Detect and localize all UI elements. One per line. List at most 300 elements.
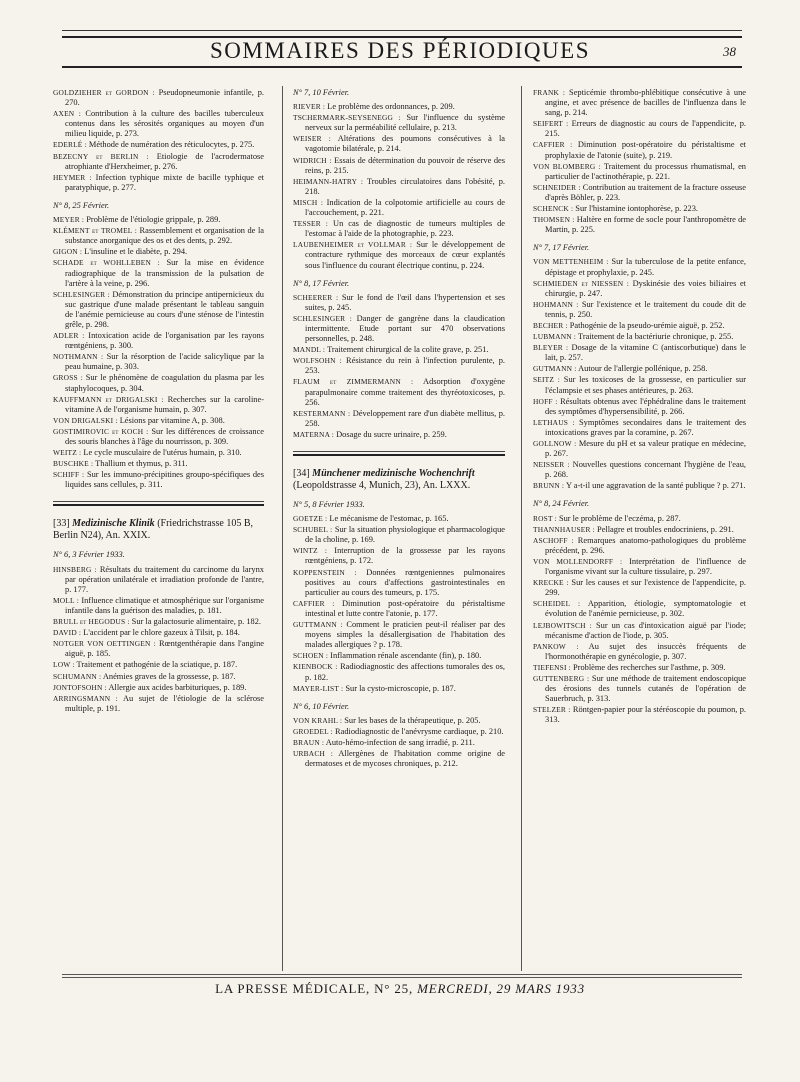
- entry-title: Erreurs de diagnostic au cours de l'appendicite, p. 215.: [545, 119, 746, 139]
- entry-author: HINSBERG :: [53, 564, 97, 574]
- entry-author: ROST :: [533, 513, 557, 523]
- entry-author: GUTTENBERG :: [533, 673, 590, 683]
- entry-author: THOMSEN :: [533, 215, 575, 225]
- abstract-entry: [533, 525, 746, 535]
- abstract-entry: [533, 364, 746, 374]
- abstract-entry: [533, 663, 746, 673]
- abstract-entry: [53, 628, 264, 638]
- entry-title: Interruption de la grossesse par les rayons rœntgéniens, p. 172.: [305, 546, 505, 566]
- entry-author: VON DRIGALSKI :: [53, 415, 118, 425]
- entry-title: Radiodiagnostic des affections tumorales des os, p. 182.: [305, 662, 505, 682]
- entry-title: Diminution post-opératoire du péristaltisme et prophylaxie de l'atonie (suite), p. 219.: [545, 140, 747, 160]
- entry-author: TESSER :: [293, 219, 329, 229]
- entry-title: Résultats du traitement du carcinome du larynx par opération unilatérale et irradiation profonde de l'antre, p. 177.: [65, 564, 264, 594]
- entry-title: Pellagre et troubles endocriniens, p. 291.: [594, 524, 734, 534]
- entry-title: Intoxication acide de l'organisation par les rayons rœntgéniens, p. 300.: [65, 331, 265, 351]
- abstract-entry: [53, 683, 264, 693]
- abstract-entry: [53, 617, 264, 627]
- entry-author: SCHEIDEL :: [533, 599, 581, 609]
- section-rule: [293, 451, 505, 452]
- entry-author: MANDL :: [293, 345, 326, 355]
- abstract-entry: [53, 88, 264, 108]
- entry-author: SCHMIEDEN et NIESSEN :: [533, 278, 630, 288]
- entry-author: NOTGER VON OETTINGEN :: [53, 639, 156, 649]
- abstract-entry: [293, 377, 505, 407]
- entry-title: Remarques anatomo-pathologiques du problème précédent, p. 296.: [545, 535, 746, 555]
- entry-title: Méthode de numération des réticulocytes, p. 275.: [86, 140, 255, 150]
- issue-heading: N° 5, 8 Février 1933.: [293, 500, 365, 509]
- abstract-entry: [53, 258, 264, 288]
- entry-title: Sur les causes et sur l'existence de l'appendicite, p. 299.: [545, 578, 746, 598]
- entry-title: Recherches sur la caroline-vitamine A de l'organisme humain, p. 307.: [65, 394, 264, 414]
- entry-author: VON BLOMBERG :: [533, 161, 601, 171]
- page-number: 38: [723, 44, 736, 59]
- abstract-entry: [293, 356, 505, 376]
- entry-title: Anémies graves de la grossesse, p. 187.: [101, 671, 236, 681]
- entry-author: FLAUM et ZIMMERMANN :: [293, 377, 414, 387]
- abstract-entry: [533, 674, 746, 704]
- issue-heading: N° 7, 10 Février.: [293, 88, 350, 97]
- entry-title: Radiodiagnostic de l'anévrysme cardiaque, p. 210.: [332, 726, 504, 736]
- column-1: [53, 88, 264, 715]
- entries-c1-b: [53, 215, 264, 490]
- entry-author: NOTHMANN :: [53, 352, 104, 362]
- entry-title: Sur le fond de l'œil dans l'hypertension et ses suites, p. 245.: [305, 292, 506, 312]
- entry-author: SCHEERER :: [293, 292, 339, 302]
- entry-author: EDERLÉ :: [53, 140, 87, 150]
- entry-title: Röntgen-papier pour la stéréoscopie du poumon, p. 313.: [545, 705, 746, 725]
- abstract-entry: [53, 672, 264, 682]
- abstract-entry: [293, 314, 505, 344]
- entry-author: PANKOW :: [533, 641, 579, 651]
- abstract-entry: [53, 639, 264, 659]
- abstract-entry: [533, 439, 746, 459]
- journal-details: (Leopoldstrasse 4, Munich, 23), An. LXXX.: [293, 480, 471, 491]
- entries-c2-d: [293, 716, 505, 769]
- entry-author: HOHMANN :: [533, 299, 579, 309]
- column-divider-2: [521, 86, 522, 971]
- entry-title: Auto-hémo-infection de sang irradié, p. 211.: [324, 737, 475, 747]
- entry-author: SEITZ :: [533, 375, 561, 385]
- issue-heading: N° 6, 3 Février 1933.: [53, 550, 125, 560]
- journal-number: [34]: [293, 468, 310, 479]
- entry-title: Un cas de diagnostic de tumeurs multiples de l'estomac à l'aide de la photographie, p. 223.: [305, 219, 505, 239]
- entry-author: GOLLNOW :: [533, 439, 577, 448]
- entry-author: GOSTIMIROVIC et KOCH :: [53, 426, 149, 436]
- journal-heading-33: [53, 518, 264, 542]
- abstract-entry: [533, 599, 746, 619]
- column-2: [293, 88, 505, 770]
- abstract-entry: [53, 694, 264, 714]
- abstract-entry: [533, 578, 746, 598]
- entry-author: BUSCHKE :: [53, 459, 94, 469]
- entry-title: L'insuline et le diabète, p. 294.: [82, 247, 188, 257]
- abstract-entry: [293, 219, 505, 239]
- journal-name: Münchener medizinische Wochenchrift: [312, 468, 475, 479]
- abstract-entry: [533, 460, 746, 480]
- abstract-entry: [293, 749, 505, 769]
- entry-title: Résistance du rein à l'infection purulente, p. 253.: [305, 356, 505, 376]
- entry-author: GUTTMANN :: [293, 620, 343, 630]
- issue-heading: N° 6, 10 Février.: [293, 701, 350, 711]
- entry-title: Pathogénie de la pseudo-urémie aiguë, p. 252.: [567, 320, 725, 330]
- abstract-entry: [53, 660, 264, 670]
- abstract-entry: [293, 662, 505, 682]
- abstract-entry: [533, 183, 746, 203]
- entry-author: KOPPENSTEIN :: [293, 567, 357, 577]
- entry-author: LAUBENHEIMER et VOLLMAR :: [293, 240, 413, 250]
- abstract-entry: [293, 198, 505, 218]
- entry-title: Données rœntgeniennes pulmonaires positives au cours d'affections gastrointestinales en particulier au cours des tumeurs, p. 175.: [305, 567, 506, 597]
- header-rule-bottom: [62, 66, 742, 68]
- entry-title: Problème des recherches sur l'asthme, p. 309.: [570, 662, 726, 672]
- entry-title: Sur la tuberculose de la petite enfance, dépistage et prophylaxie, p. 245.: [545, 257, 746, 277]
- header-rule-top: [62, 30, 742, 31]
- entry-author: HEYMER :: [53, 172, 92, 182]
- entry-author: CAFFIER :: [293, 598, 335, 608]
- entry-author: GIGON :: [53, 247, 83, 257]
- abstract-entry: [533, 257, 746, 277]
- entry-title: Au sujet de l'étiologie de la sclérose multiple, p. 191.: [65, 693, 264, 713]
- entry-title: Mesure du pH et sa valeur pratique en médecine, p. 267.: [545, 439, 746, 459]
- abstract-entry: [533, 140, 746, 160]
- entry-author: SCHUBEL :: [293, 525, 333, 535]
- abstract-entry: [533, 162, 746, 182]
- entry-author: KESTERMANN :: [293, 408, 351, 418]
- entry-title: Apparition, étiologie, symptomatologie et évolution de l'anémie pernicieuse, p. 302.: [545, 599, 746, 619]
- abstract-entry: [533, 418, 746, 438]
- abstract-entry: [293, 716, 505, 726]
- abstract-entry: [53, 215, 264, 225]
- issue-heading: N° 8, 24 Février.: [533, 499, 590, 509]
- footer-rule: [62, 974, 742, 975]
- entry-author: BLEYER :: [533, 343, 569, 353]
- entry-author: HEIMANN-HATRY :: [293, 176, 364, 186]
- entry-title: Sur les toxicoses de la grossesse, en particulier sur l'éclampsie et ses phases antérieures, p. 263.: [545, 375, 746, 395]
- abstract-entry: [53, 352, 264, 372]
- journal-number: [33]: [53, 518, 70, 530]
- entry-title: Sur l'existence et le traitement du coude dit de tennis, p. 250.: [545, 299, 746, 319]
- entry-author: MOLL :: [53, 595, 79, 605]
- issue-heading: N° 8, 17 Février.: [293, 278, 350, 288]
- abstract-entry: [293, 599, 505, 619]
- entry-title: Dyskinésie des voies biliaires et chirurgie, p. 247.: [545, 278, 746, 298]
- entry-title: Lésions par vitamine A, p. 308.: [117, 415, 225, 425]
- abstract-entry: [293, 430, 505, 440]
- entry-title: Sur la résorption de l'acide salicylique par la peau humaine, p. 303.: [65, 352, 265, 372]
- entry-author: SCHOEN :: [293, 651, 329, 661]
- entry-title: Essais de détermination du pouvoir de réserve des reins, p. 215.: [305, 155, 505, 175]
- abstract-entry: [53, 416, 264, 426]
- abstract-entry: [53, 448, 264, 458]
- abstract-entry: [53, 565, 264, 595]
- entry-author: LOW :: [53, 660, 75, 670]
- abstract-entry: [533, 279, 746, 299]
- entry-author: BRUNN :: [533, 481, 565, 491]
- entry-author: SCHNEIDER :: [533, 182, 581, 192]
- abstract-entry: [293, 738, 505, 748]
- entry-title: Sur l'histamine iontophorèse, p. 223.: [573, 204, 698, 214]
- entries-c3-a: [533, 88, 746, 235]
- abstract-entry: [53, 247, 264, 257]
- entry-author: JONTOFSOHN :: [53, 682, 107, 692]
- entry-title: Sur le phénomène de coagulation du plasma par les staphylocoques, p. 304.: [65, 373, 264, 393]
- entry-title: Le problème des ordonnances, p. 209.: [325, 102, 455, 112]
- entry-title: Traitement chirurgical de la colite grave, p. 251.: [325, 345, 489, 355]
- entry-author: THANNHAUSER :: [533, 524, 595, 534]
- abstract-entry: [53, 373, 264, 393]
- entry-title: Thallium et thymus, p. 311.: [93, 459, 188, 469]
- abstract-entry: [293, 525, 505, 545]
- entry-author: NEISSER :: [533, 460, 570, 470]
- abstract-entry: [53, 140, 264, 150]
- abstract-entry: [533, 481, 746, 491]
- entries-c1-a: [53, 88, 264, 193]
- entries-c2-c: [293, 514, 505, 694]
- abstract-entry: [293, 620, 505, 650]
- entry-author: SCHENCK :: [533, 204, 574, 214]
- entry-title: Sur le problème de l'eczéma, p. 287.: [556, 513, 681, 523]
- entry-title: Septicémie thrombo-phlébitique consécutive à une angine, et avec présence de bacilles de l'influenza dans le sang, p. 214.: [545, 88, 746, 118]
- entry-title: Le cycle musculaire de l'utérus humain, p. 310.: [81, 448, 242, 458]
- entry-title: Dosage de la vitamine C (antiscorbutique) dans le lait, p. 257.: [545, 343, 746, 363]
- entry-title: Sur le développement de contracture rythmique des morceaux de cœur explantés sous l'influence du courant électrique continu, p. 224.: [305, 240, 505, 270]
- entry-title: Le mécanisme de l'estomac, p. 165.: [327, 514, 449, 524]
- abstract-entry: [533, 642, 746, 662]
- entry-title: Sur une méthode de traitement endoscopique des érosions des tunnels cutanés de l'opération de Sauerbruch, p. 313.: [545, 673, 746, 704]
- entry-title: Troubles circulatoires dans l'obésité, p. 218.: [305, 176, 506, 196]
- section-rule-thick: [293, 454, 505, 456]
- entry-author: MATERNA :: [293, 429, 335, 439]
- abstract-entry: [293, 345, 505, 355]
- abstract-entry: [533, 397, 746, 417]
- entry-author: BECHER :: [533, 320, 568, 330]
- abstract-entry: [53, 290, 264, 330]
- entry-title: Allergie aux acides barbituriques, p. 189.: [106, 682, 247, 692]
- abstract-entry: [293, 102, 505, 112]
- entry-title: Rœntgenthérapie dans l'angine aiguë, p. 185.: [65, 639, 264, 659]
- entry-title: Altérations des poumons consécutives à la vagotomie bilatérale, p. 214.: [305, 134, 505, 154]
- entry-title: Sur les immuno-précipitines groupo-spécifiques des liquides sans cellules, p. 311.: [65, 470, 264, 490]
- entry-author: HOFF :: [533, 396, 558, 406]
- abstract-entry: [533, 514, 746, 524]
- entry-title: Traitement et pathogénie de la sciatique, p. 187.: [74, 660, 238, 670]
- entry-title: Sur la situation physiologique et pharmacologique de la choline, p. 169.: [305, 525, 505, 545]
- entry-author: SCHADE et WOHLLEBEN :: [53, 258, 160, 268]
- entry-title: Pseudopneumonie infantile, p. 270.: [65, 88, 264, 108]
- abstract-entry: [533, 332, 746, 342]
- abstract-entry: [53, 427, 264, 447]
- entry-author: GROSS :: [53, 373, 83, 383]
- entry-author: TIEFENSI :: [533, 662, 571, 672]
- entry-author: GROEDEL :: [293, 726, 333, 736]
- entry-title: Nouvelles questions concernant l'hygiène de l'eau, p. 268.: [545, 460, 746, 480]
- abstract-entry: [293, 514, 505, 524]
- entry-title: Interprétation de l'influence de l'organisme vivant sur la culture tissulaire, p. 297.: [545, 556, 746, 577]
- entries-c1-c: [53, 565, 264, 714]
- entry-title: Infection typhique mixte de bacille typhique et paratyphique, p. 277.: [65, 172, 264, 192]
- entry-author: WEISER :: [293, 134, 332, 144]
- entry-author: SEIFERT :: [533, 119, 569, 129]
- page-footer: [0, 981, 800, 997]
- abstract-entry: [533, 215, 746, 235]
- abstract-entry: [533, 621, 746, 641]
- entry-author: AXEN :: [53, 109, 81, 119]
- abstract-entry: [293, 568, 505, 598]
- entry-title: Danger de gangrène dans la claudication intermittente. Etude portant sur 470 observations personnelles, p. 248.: [305, 313, 505, 344]
- entry-title: Y a-t-il une aggravation de la santé publique ? p. 271.: [564, 481, 746, 491]
- page-title: SOMMAIRES DES PÉRIODIQUES: [210, 38, 590, 63]
- abstract-entry: [53, 173, 264, 193]
- abstract-entry: [293, 651, 505, 661]
- entry-title: L'accident par le chlore gazeux à Tilsit, p. 184.: [81, 628, 240, 638]
- entry-title: Autour de l'allergie pollénique, p. 258.: [576, 364, 708, 374]
- entry-author: LUBMANN :: [533, 332, 577, 342]
- entry-author: URBACH :: [293, 749, 334, 759]
- abstract-entry: [293, 409, 505, 429]
- abstract-entry: [293, 727, 505, 737]
- journal-details: (Friedrichstrasse 105 B, Berlin N24), An. XXIX.: [53, 518, 254, 542]
- entry-title: Au sujet des insuccès fréquents de l'hormonothérapie en gynécologie, p. 307.: [545, 641, 746, 661]
- entries-c3-c: [533, 514, 746, 726]
- entry-title: Etiologie de l'acrodermatose atrophiante d'Herxheimer, p. 276.: [65, 151, 264, 171]
- entry-title: Inflammation rénale ascendante (fin), p. 180.: [328, 651, 482, 661]
- entry-title: Traitement de la bactériurie chronique, p. 255.: [576, 332, 734, 342]
- entry-author: VON METTENHEIM :: [533, 257, 609, 267]
- abstract-entry: [53, 395, 264, 415]
- abstract-entry: [533, 300, 746, 320]
- entry-title: Sur les bases de la thérapeutique, p. 205.: [342, 715, 481, 725]
- entry-author: GUTMANN :: [533, 364, 577, 374]
- entry-title: Adsorption d'oxygène parapulmonaire comme traitement des thyréotoxicoses, p. 256.: [305, 377, 505, 407]
- entries-c2-b: [293, 293, 505, 440]
- abstract-entry: [53, 459, 264, 469]
- entry-author: TSCHERMARK-SEYSENEGG :: [293, 113, 401, 123]
- abstract-entry: [53, 331, 264, 351]
- footer-journal: LA PRESSE MÉDICALE, N° 25,: [215, 981, 414, 996]
- entries-c2-a: [293, 102, 505, 271]
- entry-author: SCHUMANN :: [53, 671, 102, 681]
- entry-title: Sur les différences de croissance des souris blanches à l'âge du nourrisson, p. 309.: [65, 426, 264, 446]
- entry-author: BEZECNY et BERLIN :: [53, 151, 149, 161]
- entry-author: ASCHOFF :: [533, 535, 574, 545]
- entry-title: Influence climatique et atmosphérique sur l'organisme infantile dans la guérison des maladies, p. 181.: [65, 595, 265, 615]
- abstract-entry: [293, 177, 505, 197]
- entry-title: Sur la cysto-microscopie, p. 187.: [343, 683, 456, 693]
- abstract-entry: [53, 109, 264, 139]
- entry-author: MAYER-LIST :: [293, 683, 344, 693]
- entry-title: Comment le praticien peut-il réaliser par des moyens simples la désallergisation de l'habitation des malades allergiques ? p. 178.: [305, 620, 505, 650]
- entry-author: KIENBOCK :: [293, 662, 338, 672]
- entry-author: WOLFSOHN :: [293, 356, 342, 366]
- entry-author: GOLDZIEHER et GORDON :: [53, 88, 155, 97]
- entry-author: STELZER :: [533, 705, 571, 715]
- entry-author: LEJBOWITSCH :: [533, 620, 592, 630]
- abstract-entry: [293, 684, 505, 694]
- entry-title: Problème de l'étiologie grippale, p. 289.: [84, 215, 221, 225]
- entry-title: Indication de la colpotomie artificielle au cours de l'accouchement, p. 221.: [305, 197, 505, 218]
- entry-title: Résultats obtenus avec l'éphédraline dans le traitement des symptômes d'hypersensibilité, p. 266.: [545, 396, 746, 416]
- abstract-entry: [293, 293, 505, 313]
- entry-title: Sur un cas d'intoxication aiguë par l'iode; mécanisme d'action de l'iode, p. 305.: [545, 620, 746, 640]
- entry-author: WIDRICH :: [293, 155, 332, 165]
- entry-author: ARRINGSMANN :: [53, 693, 118, 703]
- abstract-entry: [293, 156, 505, 176]
- abstract-entry: [533, 557, 746, 577]
- entry-title: Diminution post-opératoire du péristaltisme intestinal et lutte contre l'atonie, p. 177.: [305, 598, 505, 618]
- entry-title: Sur la galactosurie alimentaire, p. 182.: [129, 617, 261, 627]
- abstract-entry: [533, 321, 746, 331]
- entry-title: Traitement du processus rhumatismal, en particulier de l'actinothérapie, p. 221.: [545, 161, 746, 181]
- issue-heading: N° 7, 17 Février.: [533, 243, 590, 253]
- abstract-entry: [53, 152, 264, 172]
- abstract-entry: [533, 119, 746, 139]
- abstract-entry: [533, 204, 746, 214]
- footer-date: MERCREDI, 29 MARS 1933: [417, 981, 585, 996]
- entry-author: MEYER :: [53, 215, 85, 225]
- abstract-entry: [293, 134, 505, 154]
- entry-author: ADLER :: [53, 331, 85, 341]
- entry-author: BRULL et HEGODUS :: [53, 617, 130, 627]
- footer-rule-double: [62, 977, 742, 978]
- column-3: [533, 88, 746, 726]
- journal-name: Medizinische Klinik: [72, 518, 155, 530]
- entry-author: VON KRAHL :: [293, 715, 343, 725]
- entry-author: KRECKE :: [533, 578, 569, 588]
- abstract-entry: [293, 546, 505, 566]
- abstract-entry: [533, 705, 746, 725]
- abstract-entry: [533, 536, 746, 556]
- entry-author: WINTZ :: [293, 546, 328, 556]
- entry-author: VON MOLLENDORFF :: [533, 556, 623, 566]
- abstract-entry: [533, 343, 746, 363]
- entry-title: Contribution au traitement de la fracture osseuse d'après Böhler, p. 223.: [545, 182, 746, 202]
- entry-author: SCHIFF :: [53, 470, 85, 480]
- entry-title: Contribution à la culture des bacilles tuberculeux contenus dans les sérosités organiques au moyen d'un milieu liquide, p. 273.: [65, 109, 264, 139]
- entry-author: MISCH :: [293, 197, 324, 207]
- entry-author: BRAUN :: [293, 737, 325, 747]
- entry-title: Haltère en forme de socle pour l'anthropomètre de Martin, p. 225.: [545, 215, 746, 235]
- entry-title: Développement rare d'un diabète mellitus, p. 258.: [305, 408, 505, 428]
- column-divider-1: [282, 86, 283, 971]
- entry-author: CAFFIER :: [533, 140, 573, 150]
- abstract-entry: [293, 240, 505, 270]
- entry-title: Sur l'influence du système nerveux sur la perméabilité cellulaire, p. 213.: [305, 113, 506, 133]
- journal-heading-34: [293, 468, 505, 492]
- entry-author: KLÉMENT et TROMEL :: [53, 226, 137, 236]
- entry-title: Dosage du sucre urinaire, p. 259.: [334, 429, 447, 439]
- section-rule-thick: [53, 504, 264, 506]
- abstract-entry: [533, 375, 746, 395]
- entry-title: Sur la mise en évidence radiographique de la transmission de la pulsation de l'artère à la veine, p. 296.: [65, 258, 265, 288]
- entry-author: GOETZE :: [293, 514, 328, 524]
- abstract-entry: [53, 226, 264, 246]
- entries-c3-b: [533, 257, 746, 491]
- entry-author: FRANK :: [533, 88, 566, 97]
- entry-author: DAVID :: [53, 628, 82, 638]
- entry-author: WEITZ :: [53, 448, 82, 458]
- entry-title: Démonstration du principe antipernicieux du suc gastrique d'une malade présentant le tableau sanguin de l'anémie pernicieuse au cours d'une sténose de l'intestin grêle, p. 298.: [65, 289, 264, 329]
- entry-title: Allergènes de l'habitation comme origine de dermatoses et de mycoses chroniques, p. 212.: [305, 749, 505, 769]
- issue-heading: N° 8, 25 Février.: [53, 200, 110, 210]
- abstract-entry: [293, 113, 505, 133]
- entry-author: KAUFFMANN et DRIGALSKI :: [53, 394, 164, 404]
- entry-author: SCHLESINGER :: [53, 289, 110, 299]
- entry-author: LETHAUS :: [533, 417, 575, 427]
- entry-author: RIEVER :: [293, 102, 326, 112]
- section-rule: [53, 501, 264, 502]
- entry-title: Rassemblement et organisation de la substance anorganique des os et des dents, p. 292.: [65, 226, 264, 246]
